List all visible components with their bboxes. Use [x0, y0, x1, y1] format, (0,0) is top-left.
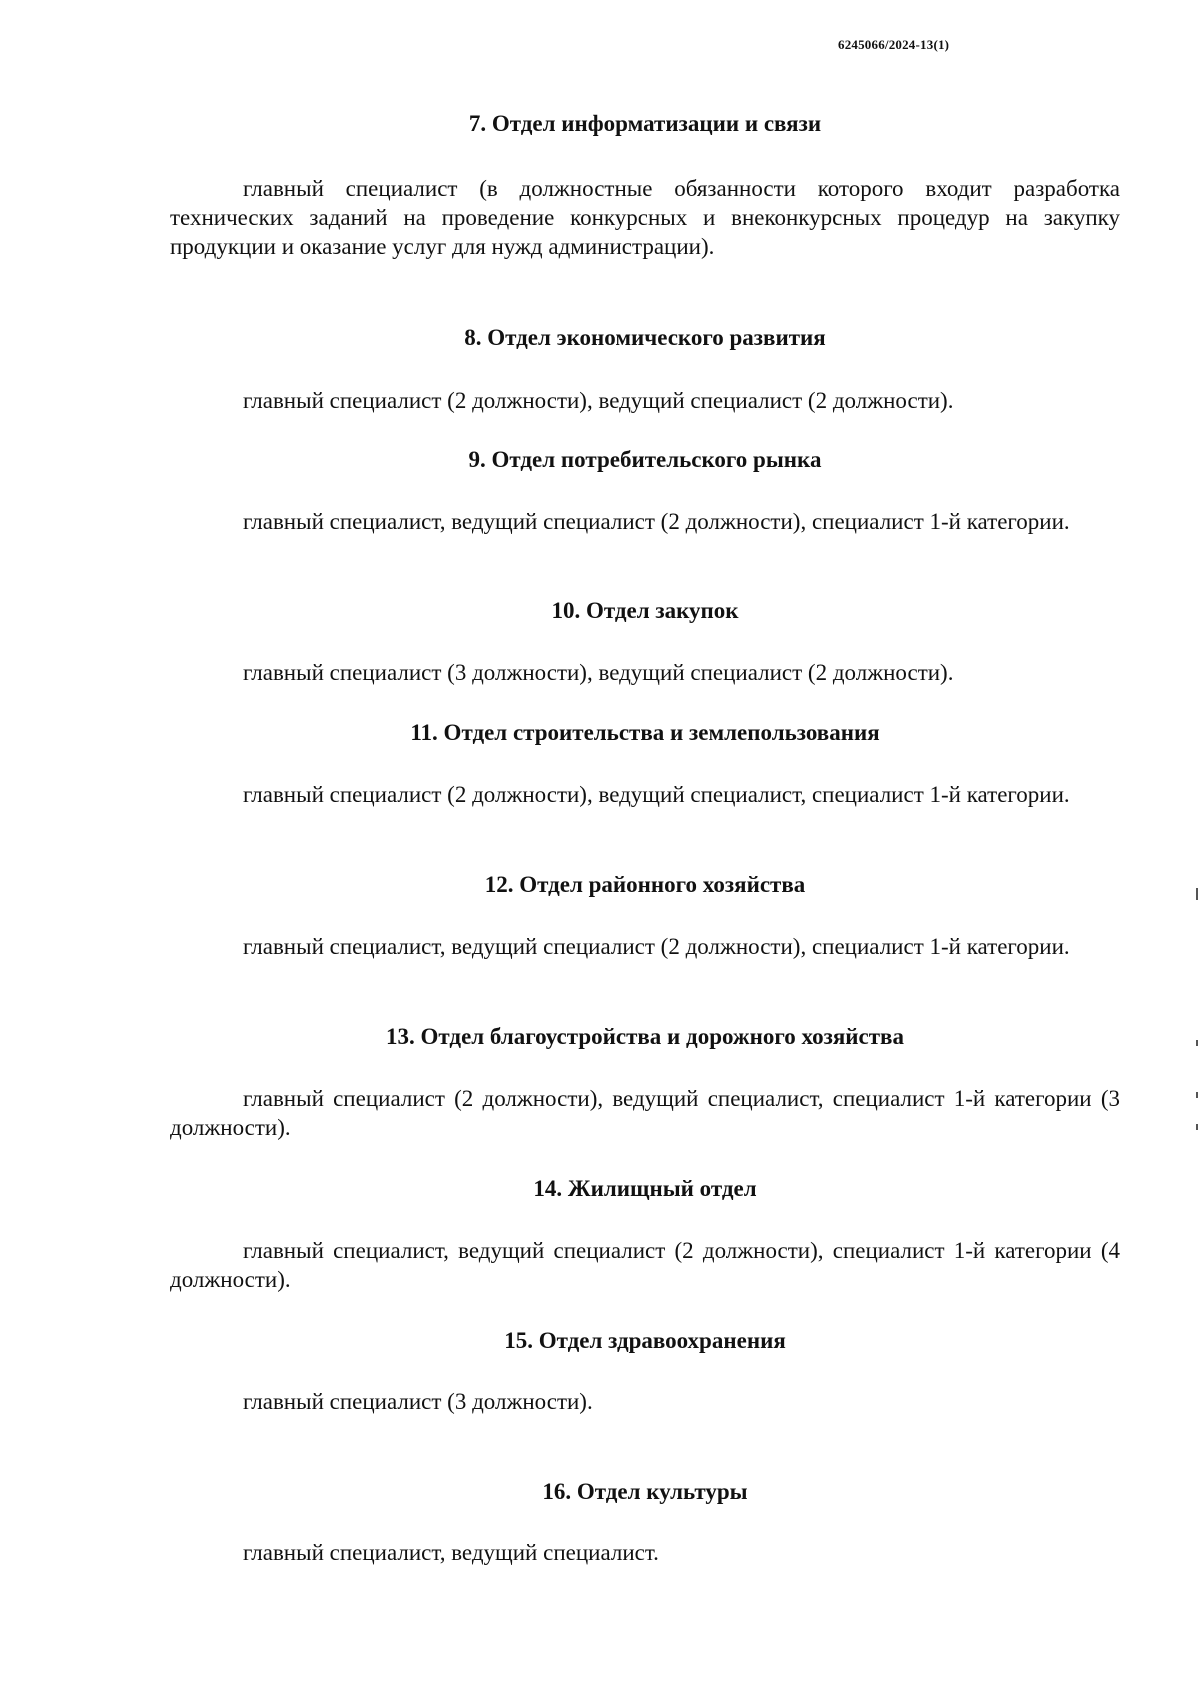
section-heading: 16. Отдел культуры: [542, 1479, 748, 1504]
section-text: главный специалист, ведущий специалист (2 должности), специалист 1-й категории.: [243, 509, 1070, 534]
section-text: главный специалист (3 должности).: [243, 1389, 593, 1414]
scan-mark: [1196, 1040, 1198, 1046]
section-text: главный специалист (2 должности), ведущий специалист (2 должности).: [243, 388, 954, 413]
section-heading: 12. Отдел районного хозяйства: [484, 872, 806, 897]
section-text: главный специалист, ведущий специалист (2 должности), специалист 1-й категории.: [243, 934, 1070, 959]
document-number: 6245066/2024-13(1): [838, 37, 950, 52]
section-text: главный специалист (2 должности), ведущий специалист, специалист 1-й категории (3 должности).: [170, 1086, 1120, 1140]
section-text: главный специалист (2 должности), ведущий специалист, специалист 1-й категории.: [243, 782, 1070, 807]
section-text: главный специалист, ведущий специалист (2 должности), специалист 1-й категории (4 должности).: [170, 1238, 1120, 1292]
scan-mark: [1196, 1124, 1198, 1130]
section-heading: 10. Отдел закупок: [551, 598, 739, 623]
section-heading: 9. Отдел потребительского рынка: [468, 447, 822, 472]
section-heading: 13. Отдел благоустройства и дорожного хозяйства: [386, 1024, 904, 1049]
section-text: главный специалист (в должностные обязанности которого входит разработка технических заданий на проведение конкурсных и внеконкурсных процедур на закупку продукции и оказание услуг для нужд администрации).: [170, 176, 1120, 259]
section-heading: 15. Отдел здравоохранения: [504, 1328, 786, 1353]
section-heading: 14. Жилищный отдел: [533, 1176, 757, 1201]
scan-mark: [1196, 1092, 1198, 1098]
section-heading: 7. Отдел информатизации и связи: [468, 111, 822, 136]
section-text: главный специалист (3 должности), ведущий специалист (2 должности).: [243, 660, 954, 685]
scan-mark: [1196, 888, 1198, 900]
section-text: главный специалист, ведущий специалист.: [243, 1540, 659, 1565]
section-heading: 11. Отдел строительства и землепользования: [410, 720, 880, 745]
section-heading: 8. Отдел экономического развития: [464, 325, 826, 350]
